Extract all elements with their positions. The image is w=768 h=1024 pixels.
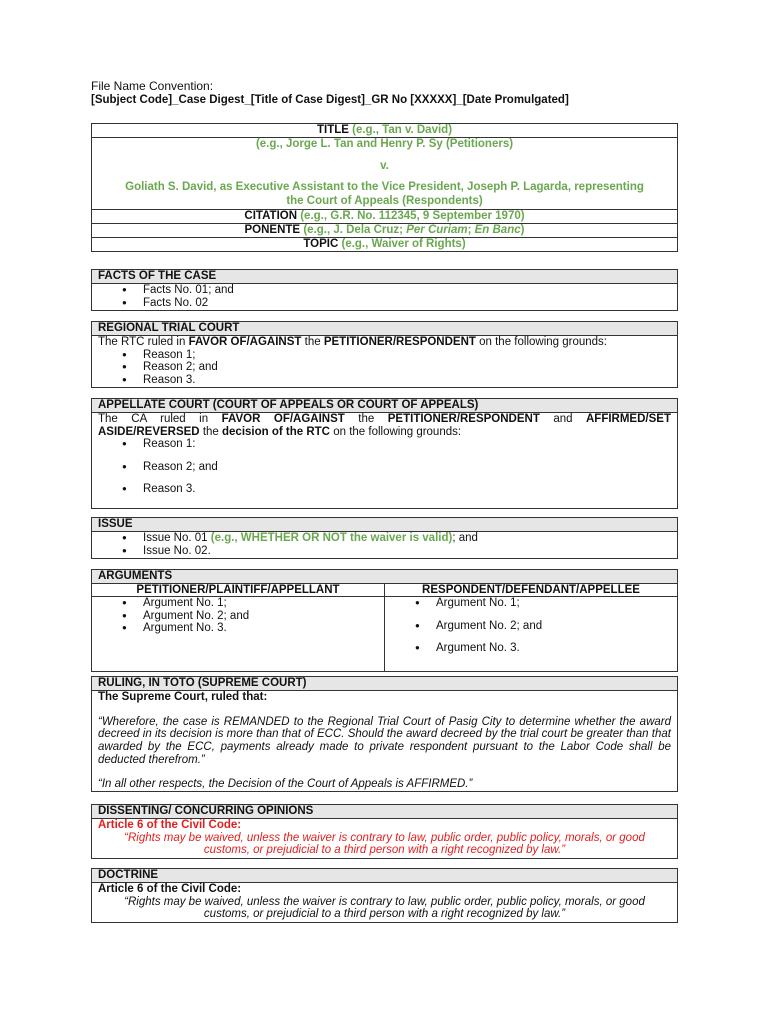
list-item: ● Reason 2; and: [143, 461, 677, 474]
list-item: ● Reason 3.: [143, 374, 677, 387]
ruling-section: [91, 676, 678, 792]
arguments-left-list: [92, 597, 384, 635]
issue-list: [92, 532, 677, 558]
issue-1-suffix: ; and: [452, 532, 478, 544]
topic-label: TOPIC: [303, 238, 339, 250]
ponente-example: [303, 224, 524, 236]
ponente-example-b: Per Curiam: [406, 224, 468, 236]
ca-intro-e: and: [553, 413, 573, 425]
doctrine-article: Article 6 of the Civil Code:: [98, 883, 242, 895]
file-name-label: File Name Convention:: [91, 79, 214, 93]
respondents-line2: the Court of Appeals (Respondents): [286, 194, 483, 207]
list-item: ● Reason 3.: [143, 483, 677, 496]
ca-intro: [92, 413, 677, 438]
ca-intro-f: AFFIRMED/SET ASIDE/REVERSED: [98, 413, 671, 438]
ca-section: [91, 398, 678, 509]
dissent-quote-line-1: “Rights may be waived, unless the waiver is contrary to law, public order, public policy, morals, or good: [124, 831, 645, 844]
ponente-example-c: ;: [467, 224, 472, 236]
ca-intro-c: the: [358, 413, 375, 425]
ruling-intro: The Supreme Court, ruled that:: [98, 691, 268, 703]
arguments-left-column: [92, 597, 385, 671]
rtc-section: [91, 321, 678, 388]
doctrine-quote-line-2: customs, or prejudicial to a third person with a right recognized by law.”: [203, 908, 566, 920]
list-item: ● Reason 1:: [143, 438, 677, 451]
rtc-list: [92, 349, 677, 388]
arguments-column-headers: [92, 584, 677, 597]
ponente-row: [92, 224, 677, 238]
arguments-right-column: [385, 597, 677, 671]
list-item: ● Reason 1;: [143, 349, 677, 362]
rtc-intro: [92, 336, 677, 349]
facts-header: FACTS OF THE CASE: [92, 270, 677, 284]
list-item: ● Facts No. 02: [143, 297, 677, 310]
ponente-example-d: En Banc: [474, 224, 521, 236]
rtc-intro-a: The RTC ruled in: [98, 336, 186, 348]
versus: v.: [380, 159, 389, 172]
citation-example: (e.g., G.R. No. 112345, 9 September 1970): [300, 210, 525, 222]
issue-header: ISSUE: [92, 518, 677, 532]
list-item: ● Argument No. 3.: [436, 642, 677, 655]
issue-1-example: (e.g., WHETHER OR NOT the waiver is valid): [210, 532, 453, 544]
ruling-header: RULING, IN TOTO (SUPREME COURT): [92, 677, 677, 691]
ca-intro-g: the: [202, 425, 219, 438]
ca-intro-a: The CA ruled in: [98, 413, 209, 425]
rtc-intro-b: FAVOR OF/AGAINST: [188, 336, 302, 348]
ponente-example-a: (e.g., J. Dela Cruz;: [303, 224, 403, 236]
issue-1-text: Issue No. 01: [143, 532, 208, 544]
topic-example: (e.g., Waiver of Rights): [341, 238, 466, 250]
ca-intro-b: FAVOR OF/AGAINST: [221, 413, 345, 425]
list-item: ● Facts No. 01; and: [143, 284, 677, 297]
doctrine-quote-line-1: “Rights may be waived, unless the waiver is contrary to law, public order, public policy, morals, or good: [124, 895, 645, 908]
list-item: ● Argument No. 1;: [436, 597, 677, 610]
ca-list: [92, 438, 677, 508]
list-item: ● Argument No. 2; and: [436, 620, 677, 633]
title-box: [91, 123, 678, 252]
petitioners: (e.g., Jorge L. Tan and Henry P. Sy (Petitioners): [255, 138, 514, 150]
title-row: [92, 124, 677, 138]
dissent-section: [91, 804, 678, 859]
list-item: ● Argument No. 3.: [143, 622, 384, 635]
arguments-body: [92, 597, 677, 671]
respondents-line1: Goliath S. David, as Executive Assistant to the Vice President, Joseph P. Lagarda, representing: [125, 181, 644, 193]
doctrine-section: [91, 868, 678, 923]
facts-list: [92, 284, 677, 310]
ca-intro-i: on the following grounds:: [333, 425, 462, 438]
list-item: ● Issue No. 02.: [143, 545, 677, 558]
list-item: [143, 532, 677, 545]
arguments-left-header: PETITIONER/PLAINTIFF/APPELLANT: [92, 584, 385, 596]
arguments-right-header: RESPONDENT/DEFENDANT/APPELLEE: [422, 584, 640, 596]
list-item: ● Argument No. 2; and: [143, 610, 384, 623]
facts-section: [91, 269, 678, 311]
arguments-right-list: [385, 597, 677, 655]
file-name-format: [Subject Code]_Case Digest_[Title of Case Digest]_GR No [XXXXX]_[Date Promulgated]: [91, 94, 569, 106]
topic-row: [92, 238, 677, 251]
rtc-header: REGIONAL TRIAL COURT: [92, 322, 677, 336]
dissent-header: DISSENTING/ CONCURRING OPINIONS: [92, 805, 677, 819]
title-label: TITLE: [316, 124, 349, 136]
ponente-label: PONENTE: [244, 224, 301, 236]
ca-header: APPELLATE COURT (COURT OF APPEALS OR COURT OF APPEALS): [92, 399, 677, 413]
ca-intro-d: PETITIONER/RESPONDENT: [387, 413, 540, 425]
ruling-paragraph-1: “Wherefore, the case is REMANDED to the Regional Trial Court of Pasig City to determine whether the award decreed in its decision is more than that of ECC. Should the award decreed by the trial court be greater than that awarded by the ECC, payments already made to private respondent pursuant to the Labor Code shall be deducted therefrom.”: [98, 715, 671, 766]
title-example: (e.g., Tan v. David): [352, 124, 453, 136]
dissent-article: Article 6 of the Civil Code:: [98, 819, 242, 831]
ruling-paragraph-2: “In all other respects, the Decision of the Court of Appeals is AFFIRMED.”: [98, 778, 473, 791]
doctrine-header: DOCTRINE: [92, 869, 677, 883]
citation-label: CITATION: [244, 210, 298, 222]
rtc-intro-c: the: [304, 336, 321, 348]
rtc-intro-d: PETITIONER/RESPONDENT: [323, 336, 476, 348]
ponente-example-e: ): [520, 224, 525, 236]
arguments-section: [91, 569, 678, 672]
issue-section: [91, 517, 678, 559]
dissent-quote-line-2: customs, or prejudicial to a third person with a right recognized by law.”: [203, 844, 566, 856]
parties-row: [92, 138, 677, 210]
arguments-header: ARGUMENTS: [92, 570, 677, 584]
ca-intro-h: decision of the RTC: [222, 425, 330, 438]
rtc-intro-e: on the following grounds:: [479, 336, 607, 348]
citation-row: [92, 210, 677, 224]
list-item: ● Reason 2; and: [143, 361, 677, 374]
list-item: ● Argument No. 1;: [143, 597, 384, 610]
